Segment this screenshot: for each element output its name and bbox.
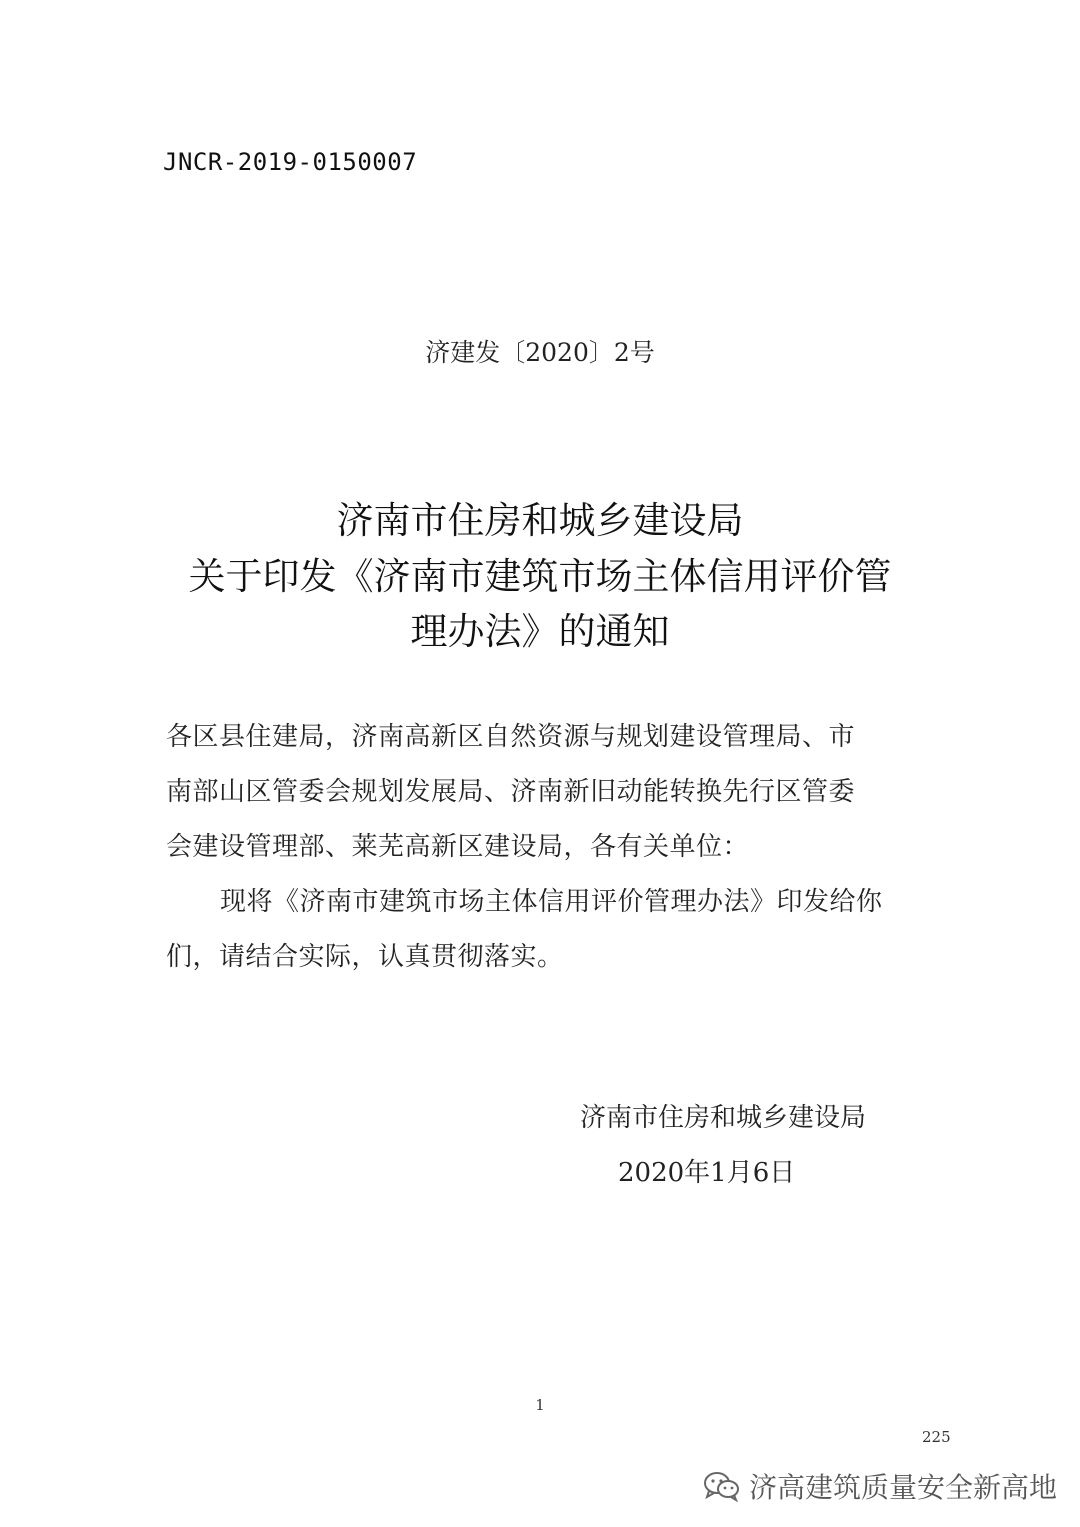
file-number: 济建发〔2020〕2号 xyxy=(425,338,655,367)
wechat-icon xyxy=(703,1470,741,1502)
body-line-3: 会建设管理部、莱芜高新区建设局，各有关单位： xyxy=(166,832,750,862)
page-number: 1 xyxy=(535,1396,545,1414)
signature-organization: 济南市住房和城乡建设局 xyxy=(580,1103,867,1133)
body-line-5: 们，请结合实际，认真贯彻落实。 xyxy=(166,942,564,972)
document-code: JNCR-2019-0150007 xyxy=(163,148,418,176)
body-line-4: 现将《济南市建筑市场主体信用评价管理办法》印发给你 xyxy=(220,887,883,917)
title-line-2: 关于印发《济南市建筑市场主体信用评价管 xyxy=(188,555,892,598)
title-line-1: 济南市住房和城乡建设局 xyxy=(336,499,744,542)
body-line-1: 各区县住建局，济南高新区自然资源与规划建设管理局、市 xyxy=(166,722,856,752)
page-number-total: 225 xyxy=(922,1428,951,1446)
signature-date: 2020年1月6日 xyxy=(618,1158,796,1188)
title-line-3: 理办法》的通知 xyxy=(410,610,670,653)
watermark xyxy=(703,1466,1057,1506)
body-line-2: 南部山区管委会规划发展局、济南新旧动能转换先行区管委 xyxy=(166,777,856,807)
watermark-text: 济高建筑质量安全新高地 xyxy=(749,1471,1058,1504)
